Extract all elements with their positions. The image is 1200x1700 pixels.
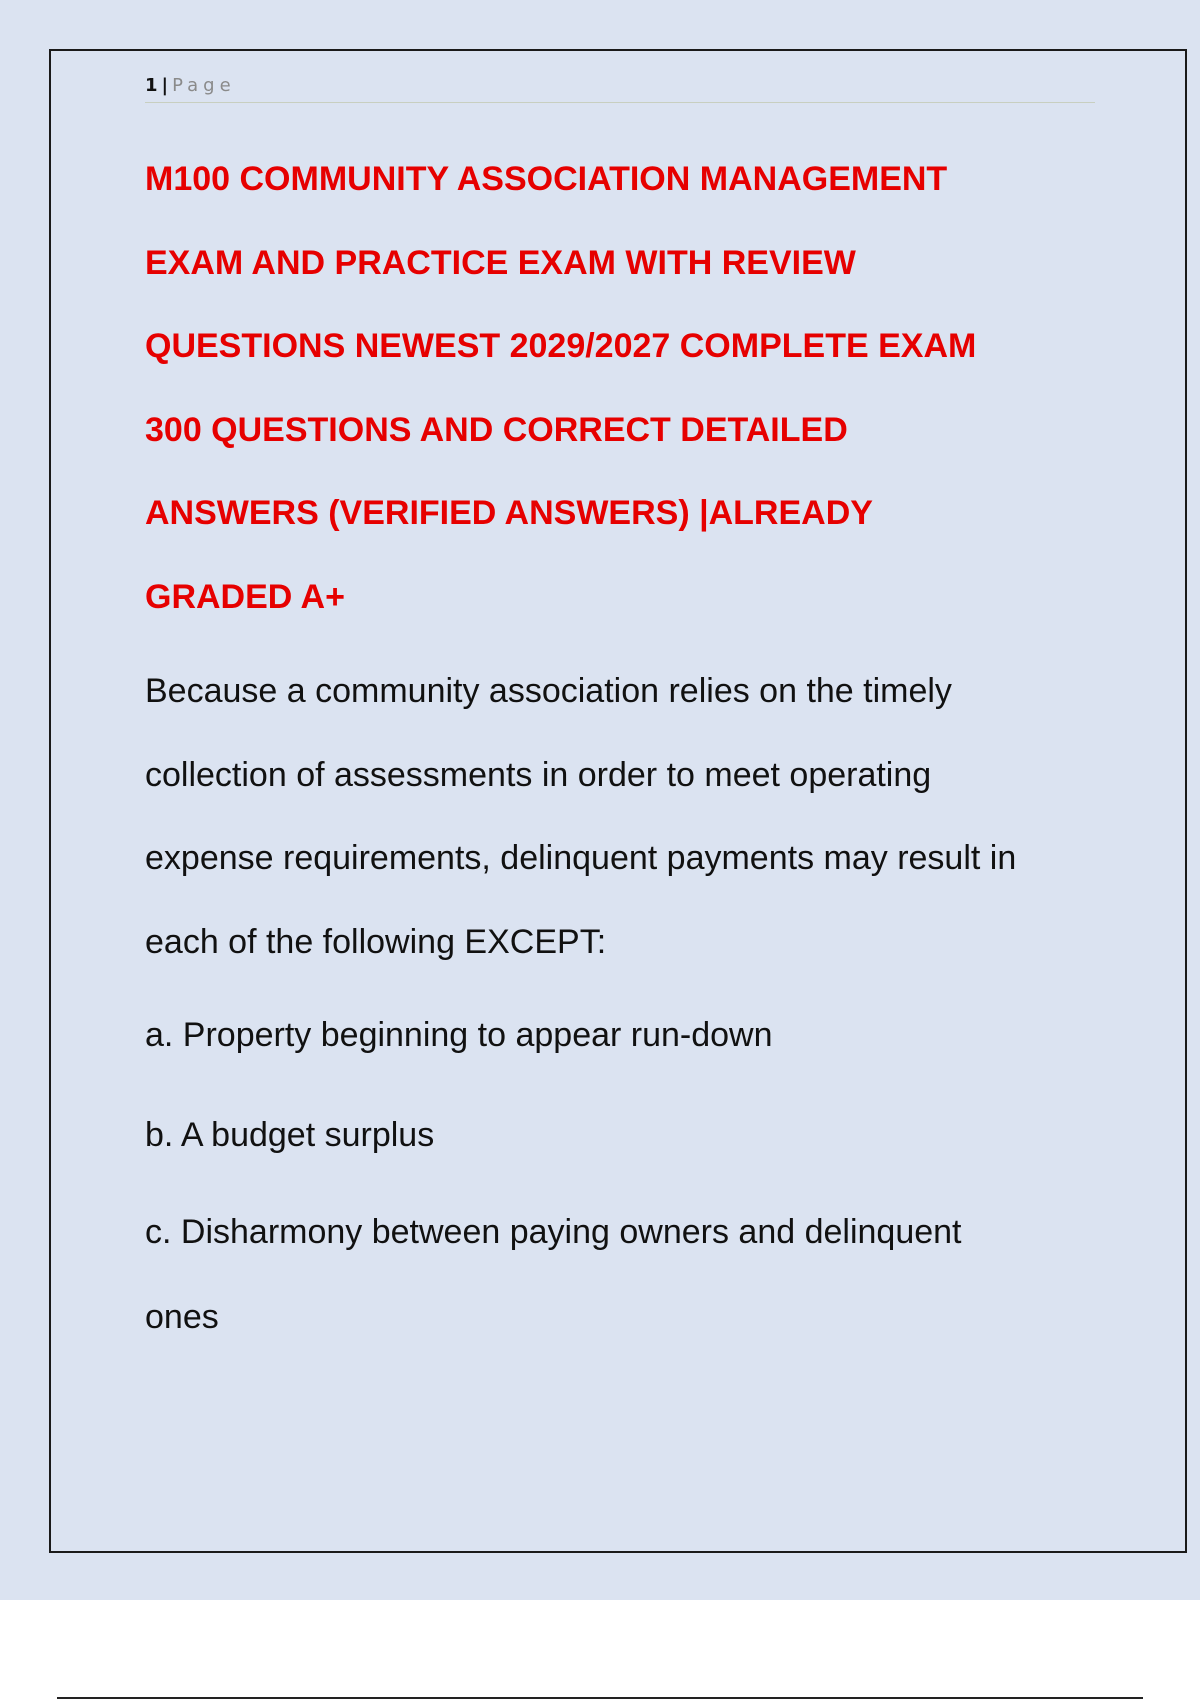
question-line: collection of assessments in order to meet operating — [145, 755, 932, 794]
title-line: 300 QUESTIONS AND CORRECT DETAILED — [145, 410, 848, 449]
page-number: 1 — [145, 75, 158, 96]
page-label: Page — [172, 75, 236, 96]
document-title — [145, 138, 1105, 639]
page-header — [145, 73, 1095, 103]
option-c-line: ones — [145, 1298, 219, 1336]
option-c — [145, 1190, 1105, 1360]
option-c-line: c. Disharmony between paying owners and delinquent — [145, 1213, 962, 1251]
question-line: each of the following EXCEPT: — [145, 922, 607, 961]
title-line: EXAM AND PRACTICE EXAM WITH REVIEW — [145, 243, 856, 282]
title-line: M100 COMMUNITY ASSOCIATION MANAGEMENT — [145, 160, 948, 198]
question-line: Because a community association relies on the timely — [145, 672, 952, 710]
page-separator: | — [161, 75, 169, 96]
question-text — [145, 650, 1105, 984]
option-b: b. A budget surplus — [145, 1116, 435, 1154]
title-line: ANSWERS (VERIFIED ANSWERS) |ALREADY — [145, 494, 873, 532]
option-a: a. Property beginning to appear run-down — [145, 1016, 773, 1054]
title-line: QUESTIONS NEWEST 2029/2027 COMPLETE EXAM — [145, 327, 977, 365]
question-line: expense requirements, delinquent payments may result in — [145, 839, 1017, 877]
bottom-divider — [57, 1697, 1143, 1699]
title-line: GRADED A+ — [145, 577, 345, 616]
